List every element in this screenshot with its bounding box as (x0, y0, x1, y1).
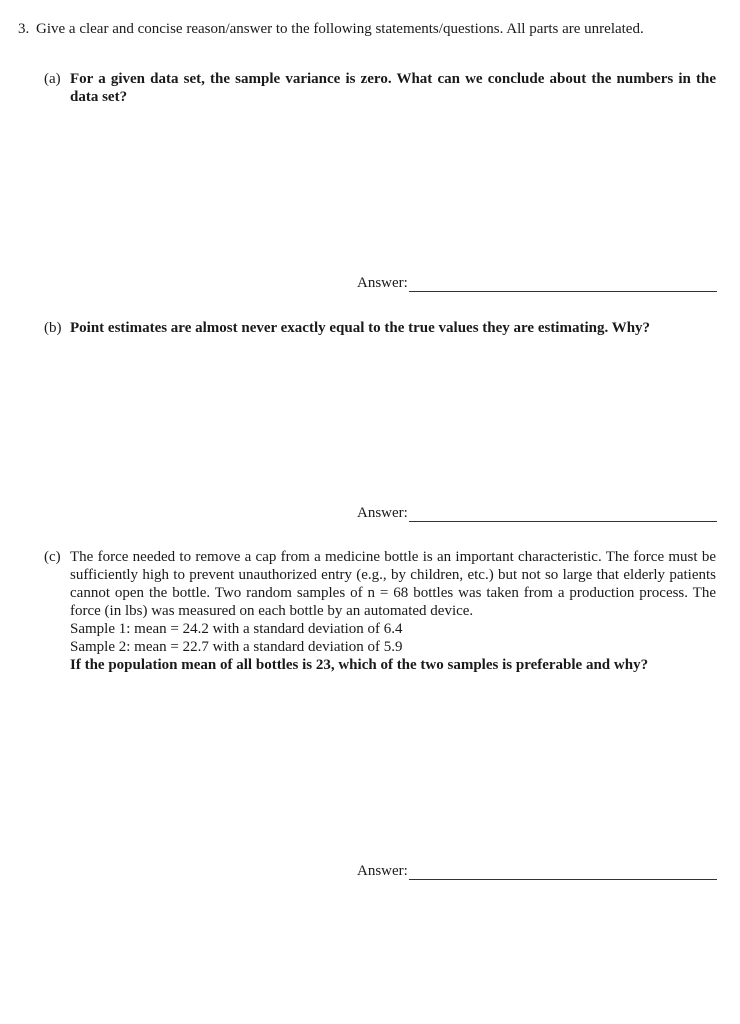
part-c-paragraph: The force needed to remove a cap from a medicine bottle is an important characteristic. The force must be sufficiently high to prevent unauthorized entry (e.g., by children, etc.) but not so large that elderly patients cannot open the bottle. Two random samples of n = 68 bottles was taken from a production process. The force (in lbs) was measured on each bottle by an automated device. (70, 549, 716, 619)
part-c-label: (c) (44, 549, 61, 565)
part-b (44, 319, 716, 337)
question-3 (18, 20, 718, 38)
answer-b-field[interactable] (357, 502, 717, 522)
answer-b-line[interactable] (409, 507, 717, 522)
part-c-question: If the population mean of all bottles is 23, which of the two samples is preferable and why? (70, 657, 649, 673)
part-c-sample-2: Sample 2: mean = 22.7 with a standard deviation of 5.9 (70, 639, 403, 655)
answer-b-label: Answer: (357, 505, 408, 521)
part-c-body (70, 548, 716, 674)
part-c-sample-1: Sample 1: mean = 24.2 with a standard deviation of 6.4 (70, 621, 403, 637)
question-instructions: Give a clear and concise reason/answer to the following statements/questions. All parts are unrelated. (36, 21, 644, 37)
part-a-label: (a) (44, 71, 61, 87)
answer-c-label: Answer: (357, 863, 408, 879)
answer-c-field[interactable] (357, 860, 717, 880)
part-b-question: Point estimates are almost never exactly equal to the true values they are estimating. Why? (70, 320, 651, 336)
part-c (44, 548, 716, 674)
answer-c-line[interactable] (409, 865, 717, 880)
part-a-question: For a given data set, the sample variance is zero. What can we conclude about the numbers in the data set? (70, 71, 716, 105)
question-number: 3. (18, 21, 30, 37)
part-a (44, 70, 716, 106)
answer-a-field[interactable] (357, 272, 717, 292)
part-b-label: (b) (44, 320, 62, 336)
answer-a-line[interactable] (409, 277, 717, 292)
answer-a-label: Answer: (357, 275, 408, 291)
